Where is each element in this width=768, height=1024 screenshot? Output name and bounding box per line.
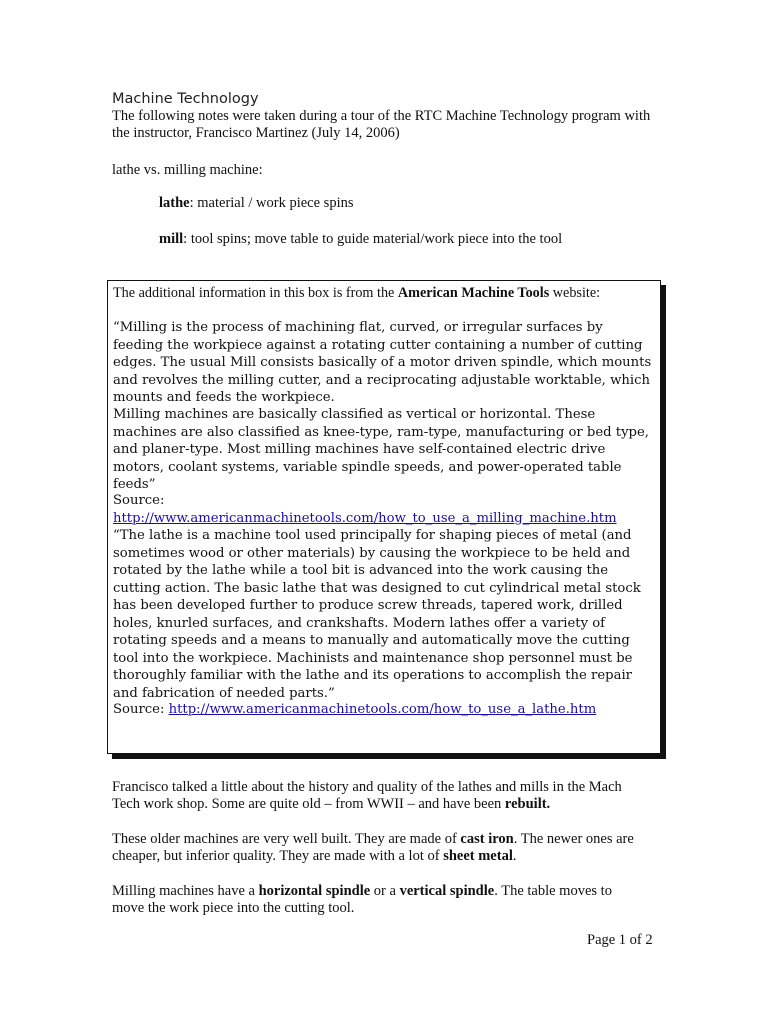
older-machines-paragraph	[112, 831, 652, 865]
page-number: Page 1 of 2	[587, 932, 653, 948]
box-intro	[113, 285, 656, 302]
older-text-1: These older machines are very well built. They are made of	[112, 831, 461, 847]
lathe-source-link[interactable]: http://www.americanmachinetools.com/how_to_use_a_lathe.htm	[168, 702, 597, 717]
horizontal-spindle-bold: horizontal spindle	[258, 883, 371, 899]
source2-label: Source:	[113, 702, 169, 717]
source1-label: Source:	[113, 493, 165, 508]
intro-paragraph: The following notes were taken during a tour of the RTC Machine Technology program with the instructor, Francisco Martinez (July 14, 2006)	[112, 108, 651, 141]
lathe-quote: “The lathe is a machine tool used principally for shaping pieces of metal (and sometimes wood or other materials) by causing the workpiece to be held and rotated by the lathe while a tool bit is advanced into the work causing the cutting action. The basic lathe that was designed to cut cylindrical metal stock has been developed further to produce screw threads, tapered work, drilled holes, knurled surfaces, and crankshafts. Modern lathes offer a variety of rotating speeds and a means to manually and automatically move the cutting tool into the workpiece. Machinists and maintenance shop personnel must be thoroughly familiar with the lathe and its operations to accomplish the repair and fabrication of needed parts.”	[113, 528, 641, 701]
spindle-text-1: Milling machines have a	[112, 883, 259, 899]
box-source-name: American Machine Tools	[397, 285, 550, 301]
info-box	[107, 280, 661, 754]
history-text: Francisco talked a little about the history and quality of the lathes and mills in the Mach Tech work shop. Some are quite old – from WWII – and have been	[112, 779, 622, 812]
cast-iron-bold: cast iron	[460, 831, 514, 847]
older-text-2: . The newer ones are cheaper, but inferior quality. They are made with a lot of	[112, 831, 634, 864]
page-title: Machine Technology	[112, 91, 259, 107]
vertical-spindle-bold: vertical spindle	[399, 883, 495, 899]
milling-source-link[interactable]: http://www.americanmachinetools.com/how_to_use_a_milling_machine.htm	[113, 510, 617, 526]
mill-def-text: : tool spins; move table to guide material/work piece into the tool	[183, 231, 563, 247]
lathe-definition	[159, 195, 354, 212]
spindle-text-2: or a	[370, 883, 400, 899]
older-text-3: .	[512, 848, 517, 864]
milling-quote: “Milling is the process of machining flat, curved, or irregular surfaces by feeding the workpiece against a rotating cutter containing a number of cutting edges. The usual Mill consists basically of a motor driven spindle, which mounts and revolves the milling cutter, and a reciprocating adjustable worktable, which mounts and feeds the workpiece.	[113, 320, 652, 405]
history-paragraph	[112, 779, 642, 813]
sheet-metal-bold: sheet metal	[443, 848, 513, 864]
mill-term: mill	[159, 231, 184, 247]
spindle-paragraph	[112, 883, 642, 917]
lathe-def-text: : material / work piece spins	[189, 195, 354, 211]
history-bold: rebuilt.	[504, 796, 551, 812]
source-line-2	[113, 701, 652, 719]
box-intro-end: website:	[549, 285, 601, 301]
comparison-heading: lathe vs. milling machine:	[112, 162, 263, 178]
source-line-1	[113, 492, 652, 527]
box-intro-text: The additional information in this box is from the	[113, 285, 398, 301]
mill-definition	[159, 231, 562, 248]
milling-classes: Milling machines are basically classified as vertical or horizontal. These machines are also classified as knee-type, ram-type, manufacturing or bed type, and planer-type. Most milling machines have self-contained electric drive motors, coolant systems, variable spindle speeds, and power-operated table feeds”	[113, 407, 649, 492]
lathe-term: lathe	[159, 195, 190, 211]
spindle-text-3: . The table moves to move the work piece into the cutting tool.	[112, 883, 612, 916]
